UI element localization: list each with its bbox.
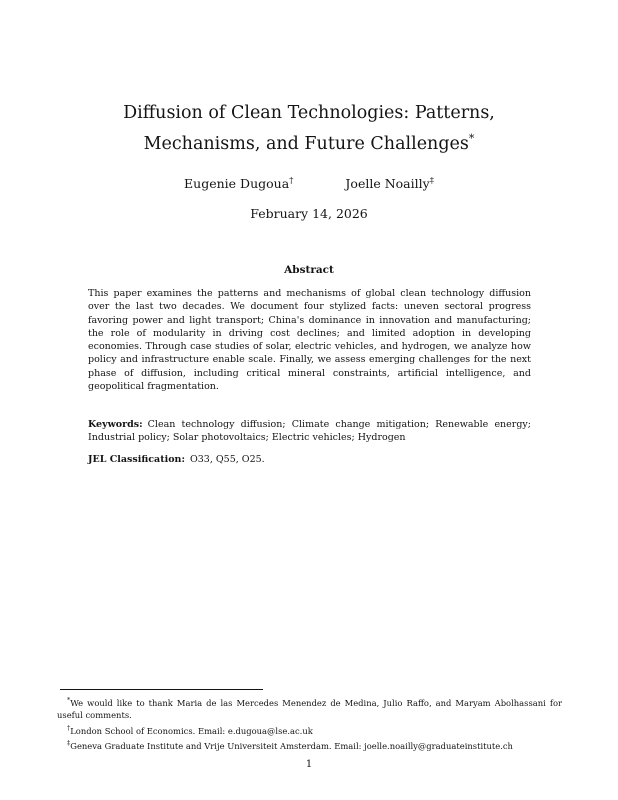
abstract-text: This paper examines the patterns and mechanisms of global clean technology diffusion over the last two decades. We document four stylized facts: uneven sectoral progress favoring power and light transport; China's dominance in innovation and manufacturing; the role of modularity in driving cost declines; and limited adoption in developing economies. Through case studies of solar, electric vehicles, and hydrogen, we analyze how policy and infrastructure enable scale. Finally, we assess emerging challenges for the next phase of diffusion, including critical mineral constraints, artificial intelligence, and geopolitical fragmentation. <box>88 288 531 393</box>
footnotes <box>57 694 562 752</box>
authors-row <box>0 176 618 191</box>
footnote-affiliation-2-mark: ‡ <box>67 738 71 747</box>
footnote-affiliation-1-mark: † <box>67 723 71 732</box>
footnote-affiliation-1-text: London School of Economics. Email: e.dugoua@lse.ac.uk <box>70 725 313 736</box>
jel-block <box>88 453 531 466</box>
footnote-thanks-mark: * <box>67 696 71 704</box>
keywords-label: Keywords: <box>88 419 143 430</box>
author-2-name: Joelle Noailly <box>345 176 430 192</box>
footnote-thanks <box>57 694 562 722</box>
paper-date: February 14, 2026 <box>250 206 368 221</box>
footnote-affiliation-2-text: Geneva Graduate Institute and Vrije Universiteit Amsterdam. Email: joelle.noailly@graduateinstitute.ch <box>70 740 513 751</box>
paper-title-line2-text: Mechanisms, and Future Challenges <box>143 133 469 154</box>
paper-title <box>0 100 618 157</box>
footnote-affiliation-2 <box>57 737 562 752</box>
author-1-affiliation-mark: † <box>289 176 294 186</box>
author-2-affiliation-mark: ‡ <box>429 176 434 186</box>
title-footnote-mark: * <box>468 132 475 145</box>
author-1 <box>184 176 293 191</box>
author-1-name: Eugenie Dugoua <box>184 176 290 192</box>
page-number: 1 <box>305 759 313 770</box>
keywords-text: Clean technology diffusion; Climate change mitigation; Renewable energy; Industrial policy; Solar photovoltaics; Electric vehicles; Hydrogen <box>88 419 531 444</box>
jel-text: O33, Q55, O25. <box>189 454 265 465</box>
paper-title-line2 <box>0 126 618 157</box>
keywords-block <box>88 418 531 445</box>
jel-label: JEL Classification: <box>88 454 185 465</box>
paper-title-line1: Diffusion of Clean Technologies: Patterns, <box>123 103 495 123</box>
footnote-rule <box>60 689 263 690</box>
footnote-thanks-text: We would like to thank Maria de las Mercedes Menendez de Medina, Julio Raffo, and Maryam Abolhassani for useful comments. <box>57 697 562 721</box>
footnote-affiliation-1 <box>57 722 562 737</box>
abstract-heading: Abstract <box>284 264 334 276</box>
author-2 <box>345 176 434 191</box>
